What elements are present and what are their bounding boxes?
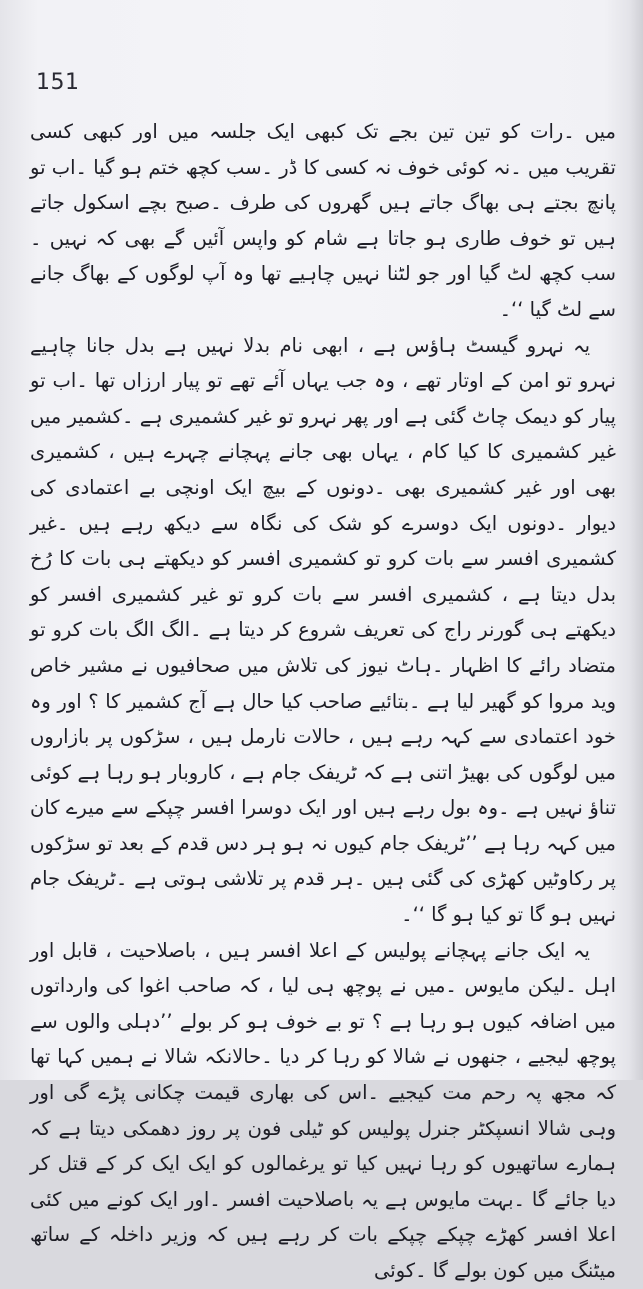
page-edge-shadow [629,0,643,1080]
paragraph-1: میں ۔رات کو تین تین بجے تک کبھی ایک جلسہ میں اور کبھی کسی تقریب میں ۔نہ کوئی خوف نہ کسی کا ڈر ۔سب کچھ ختم ہو گیا ۔اب تو پانچ بجتے ہی بھاگ جاتے ہیں گھروں کی طرف ۔صبح بچے اسکول جاتے ہیں تو خوف طاری ہو جاتا ہے شام کو واپس آئیں گے بھی کہ نہیں ۔سب کچھ لٹ گیا اور جو لٹنا نہیں چاہیے تھا وہ آپ لوگوں کے بھاگ جانے سے لٹ گیا ‘‘۔ [30,120,616,321]
paragraph-2: یہ نہرو گیسٹ ہاؤس ہے ، ابھی نام بدلا نہیں ہے بدل جانا چاہیے نہرو تو امن کے اوتار تھے ، وہ جب یہاں آئے تھے تو پیار ارزاں تھا ۔اب تو پیار کو دیمک چاٹ گئی ہے اور پھر نہرو تو غیر کشمیری ہے ۔کشمیر میں غیر کشمیری کا کیا کام ، یہاں بھی جانے پہچانے چہرے ہیں ، کشمیری بھی اور غیر کشمیری بھی ۔دونوں کے بیچ ایک اونچی بے اعتمادی کی دیوار ۔دونوں ایک دوسرے کو شک کی نگاہ سے دیکھ رہے ہیں ۔غیر کشمیری افسر سے بات کرو تو کشمیری افسر کو دیکھتے ہی بات کا رُخ بدل دیتا ہے ، کشمیری افسر سے بات کرو تو غیر کشمیری افسر کو دیکھتے ہی گورنر راج کی تعریف شروع کر دیتا ہے ۔الگ الگ بات کرو تو متضاد رائے کا اظہار ۔ہاٹ نیوز کی تلاش میں صحافیوں نے مشیر خاص وید مروا کو گھیر لیا ہے ۔بتائیے صاحب کیا حال ہے آج کشمیر کا ؟ اور وہ خود اعتمادی سے کہہ رہے ہیں ، حالات نارمل ہیں ، سڑکوں پر بازاروں میں لوگوں کی بھیڑ اتنی ہے کہ ٹریفک جام ہے ، کاروبار ہو رہا ہے کوئی تناؤ نہیں ہے ۔وہ بول رہے ہیں اور ایک دوسرا افسر چپکے سے میرے کان میں کہہ رہا ہے ’’ٹریفک جام کیوں نہ ہو ہر دس قدم کے بعد تو سڑکوں پر رکاوٹیں کھڑی کی گئی ہیں ۔ہر قدم پر تلاشی ہوتی ہے ۔ٹریفک جام نہیں ہو گا تو کیا ہو گا ‘‘۔ [30,333,616,927]
page-body [30,114,616,1289]
page-number: 151 [36,70,80,95]
paragraph-3: یہ ایک جانے پہچانے پولیس کے اعلا افسر ہیں ، باصلاحیت ، قابل اور اہل ۔لیکن مایوس ۔میں نے پوچھ ہی لیا ، کہ صاحب اغوا کی وارداتوں میں اضافہ کیوں ہو رہا ہے ؟ تو بے خوف ہو کر بولے ’’دہلی والوں سے پوچھ لیجیے ، جنھوں نے شالا کو رہا کر دیا ۔حالانکہ شالا نے ہمیں کہا تھا کہ مجھ پہ رحم مت کیجیے ۔اس کی بھاری قیمت چکانی پڑے گی اور وہی شالا انسپکٹر جنرل پولیس کو ٹیلی فون پر روز دھمکی دیتا ہے کہ ہمارے ساتھیوں کو رہا نہیں کیا تو یرغمالوں کو ایک ایک کر کے قتل کر دیا جائے گا ۔بہت مایوس ہے یہ باصلاحیت افسر ۔اور ایک کونے میں کئی اعلا افسر کھڑے چپکے چپکے بات کر رہے ہیں کہ وزیر داخلہ کے ساتھ میٹنگ میں کون بولے گا ۔کوئی [30,938,616,1282]
